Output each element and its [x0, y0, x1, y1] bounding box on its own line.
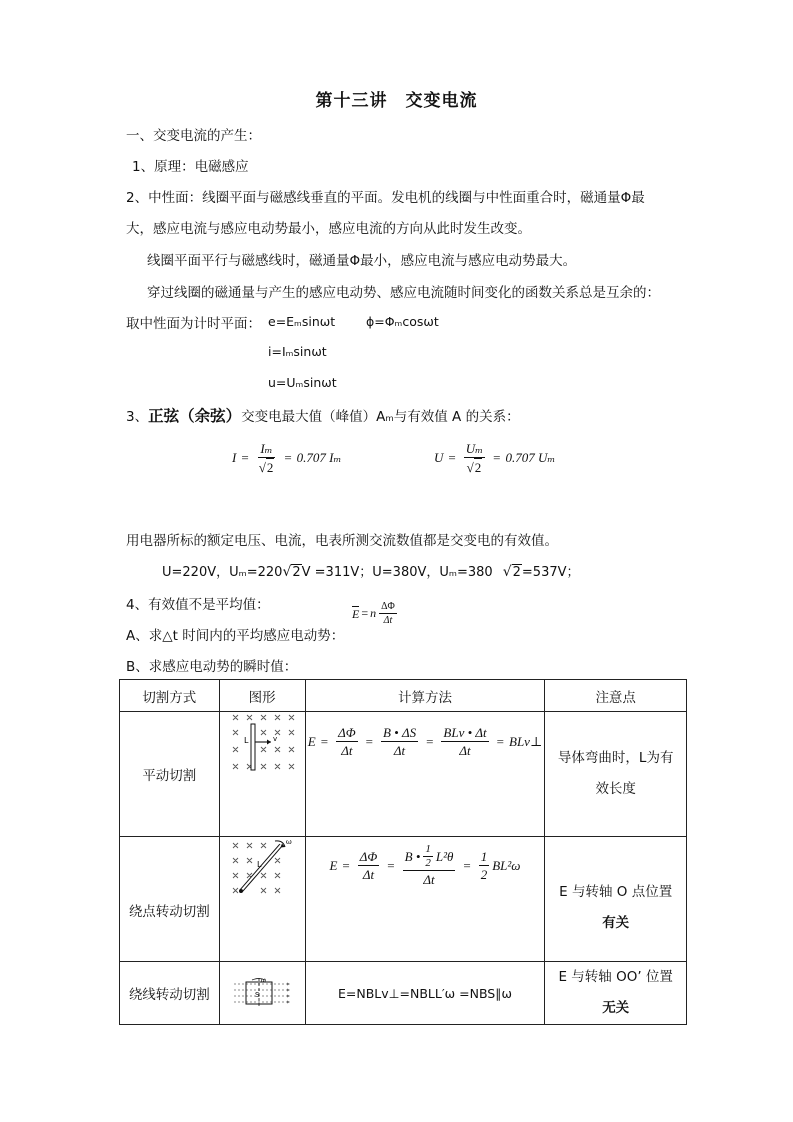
r2-b: B •: [404, 849, 421, 864]
r2-e: E: [329, 857, 338, 873]
r2-d1: Δt: [362, 867, 375, 882]
row3-figure: [219, 962, 305, 1025]
row1-note: [545, 712, 687, 837]
row2-figure: [219, 837, 305, 962]
section-4-heading: 4、有效值不是平均值：: [126, 597, 270, 613]
average-emf-num: ΔΦ: [381, 601, 395, 612]
eq-u: u=Uₘsinωt: [268, 375, 337, 390]
complementary-line: 穿过线圈的磁通量与产生的感应电动势、感应电流随时间变化的函数关系总是互余的：: [147, 285, 660, 301]
average-emf-lhs: E: [352, 607, 360, 621]
row3-fig-label-s: S: [255, 991, 260, 999]
formula-i-den: 2: [266, 460, 274, 475]
r2-half-n: 1: [425, 843, 431, 855]
r1-d1: Δt: [341, 743, 353, 758]
row3-fig-label-omega: ω: [261, 978, 267, 984]
formula-u-num: Uₘ: [465, 441, 484, 456]
page-title: 第十三讲 交变电流: [315, 91, 478, 111]
row1-method: E = $\frac{\Delta\Phi}{\Delta t}$ = $\frac{B • \Delta S}{\Delta t}$ = $\frac{\text{BLv • Δt}}{\Delta t}$ = BLv⊥: [305, 712, 545, 837]
r1-e: E: [307, 733, 316, 749]
row1-fig-label-l: L: [244, 736, 249, 745]
row2-fig-label-omega: ω: [286, 838, 292, 846]
r1-d2: Δt: [393, 743, 406, 758]
row2-note-bold: 有关: [602, 915, 630, 931]
s3-prefix: 3、: [126, 409, 149, 425]
r2-half-d: 2: [425, 857, 431, 869]
voltage-example-b: V =311V；U=380V，Uₘ=380: [301, 565, 493, 580]
neutral-plane-line-1: 2、中性面：线圈平面与磁感线垂直的平面。发电机的线圈与中性面重合时，磁通量Φ最: [126, 190, 645, 206]
row3-note-pre: E 与转轴 OO’ 位置: [558, 969, 673, 985]
row3-note-text: [545, 962, 686, 1024]
rotation-about-point-diagram: [227, 837, 297, 903]
row2-fig-label-l: L: [257, 860, 262, 869]
r2-result: BL²ω: [492, 857, 521, 873]
row2-note-pre: E 与转轴 O 点位置: [559, 884, 673, 900]
header-method: 计算方法: [305, 680, 545, 712]
section-1-heading: 一、交变电流的产生：: [126, 128, 261, 144]
row1-figure: [219, 712, 305, 837]
formula-i-lhs: I: [232, 450, 237, 465]
eq-phi: ϕ=Φₘcosωt: [366, 314, 439, 329]
table-row: [120, 962, 687, 1025]
row1-mode: 平动切割: [120, 712, 220, 837]
header-note: 注意点: [545, 680, 687, 712]
parallel-plane-line: 线圈平面平行与磁感线时，磁通量Φ最小，感应电流与感应电动势最大。: [147, 253, 577, 269]
voltage-example: U=220V，Uₘ=220 √ 2 V =311V；U=380V，Uₘ=380 √ 2 =537V；: [162, 564, 580, 580]
s3-bold: 正弦（余弦）: [148, 407, 242, 425]
formula-i: I = Iₘ √ 2 = 0.707 Iₘ: [232, 441, 342, 475]
sqrt-2-b: 2: [512, 565, 521, 580]
rotation-about-axis-diagram: [232, 978, 292, 1008]
eq-e: e=Eₘsinωt: [268, 314, 336, 329]
r1-result: BLv⊥: [509, 733, 543, 749]
row2-note: [545, 837, 687, 962]
row3-method: E=NBLv⊥=NBLL′ω =NBS∥ω: [305, 962, 545, 1025]
formula-i-rhs: 0.707 Iₘ: [296, 450, 342, 465]
effective-value-note: 用电器所标的额定电压、电流，电表所测交流数值都是交变电的有效值。: [126, 533, 558, 549]
row2-method: E = $\frac{\Delta\Phi}{\Delta t}$ = B • $\frac{1}{2}$ L²θ Δt = $\frac{1}{2}$ BL²ω: [305, 837, 545, 962]
average-emf-formula: E = n $\frac{\Delta\Phi}{\Delta t}$: [352, 601, 395, 626]
row2-mode: 绕点转动切割: [120, 837, 220, 962]
average-emf-den: Δt: [383, 615, 393, 626]
voltage-example-c: =537V；: [521, 565, 580, 580]
r2-half2-n: 1: [480, 849, 488, 864]
formula-i-num: Iₘ: [260, 441, 273, 456]
row3-mode: 绕线转动切割: [120, 962, 220, 1025]
r2-l2theta: L²θ: [435, 849, 454, 864]
r2-d2: Δt: [423, 872, 435, 887]
formula-u-den: 2: [474, 460, 482, 475]
table-row: [120, 837, 687, 962]
formula-u-lhs: U: [434, 450, 444, 465]
translational-cut-diagram: [227, 712, 297, 778]
sqrt-2-a: 2: [292, 565, 301, 580]
neutral-plane-line-2: 大，感应电流与感应电动势最小，感应电流的方向从此时发生改变。: [126, 221, 531, 237]
timing-plane-label: 取中性面为计时平面：: [126, 316, 261, 332]
header-mode: 切割方式: [120, 680, 220, 712]
principle-line: 1、原理：电磁感应: [132, 159, 249, 175]
table-header-row: [120, 680, 687, 712]
cutting-table: [119, 679, 687, 1025]
r1-n3: BLv • Δt: [443, 725, 487, 740]
formula-u-rhs: 0.707 Uₘ: [505, 450, 556, 465]
r1-n2: B • ΔS: [382, 725, 417, 740]
r2-n1: ΔΦ: [359, 849, 378, 864]
average-emf-coef: n: [370, 606, 377, 620]
row3-note-bold: 无关: [602, 1000, 630, 1016]
row1-note-text: 导体弯曲时，L为有效长度: [557, 750, 674, 797]
instant-emf-line: B、求感应电动势的瞬时值：: [126, 659, 298, 675]
voltage-example-a: U=220V，Uₘ=220: [162, 565, 283, 580]
r1-n1: ΔΦ: [338, 725, 356, 740]
section-3-heading: [126, 404, 520, 426]
formula-u: U = Uₘ √ 2 = 0.707 Uₘ: [434, 441, 556, 475]
header-figure: 图形: [219, 680, 305, 712]
average-emf-line: A、求△t 时间内的平均感应电动势：: [126, 628, 345, 644]
row3-note: [545, 962, 687, 1025]
row1-fig-label-v: v: [273, 735, 278, 743]
table-row: [120, 712, 687, 837]
eq-i: i=Iₘsinωt: [268, 344, 327, 359]
r2-half2-d: 2: [480, 867, 488, 882]
row2-note-text: [545, 877, 686, 939]
s3-suffix: 交变电最大值（峰值）Aₘ与有效值 A 的关系：: [241, 409, 520, 425]
r1-d3: Δt: [459, 743, 471, 758]
